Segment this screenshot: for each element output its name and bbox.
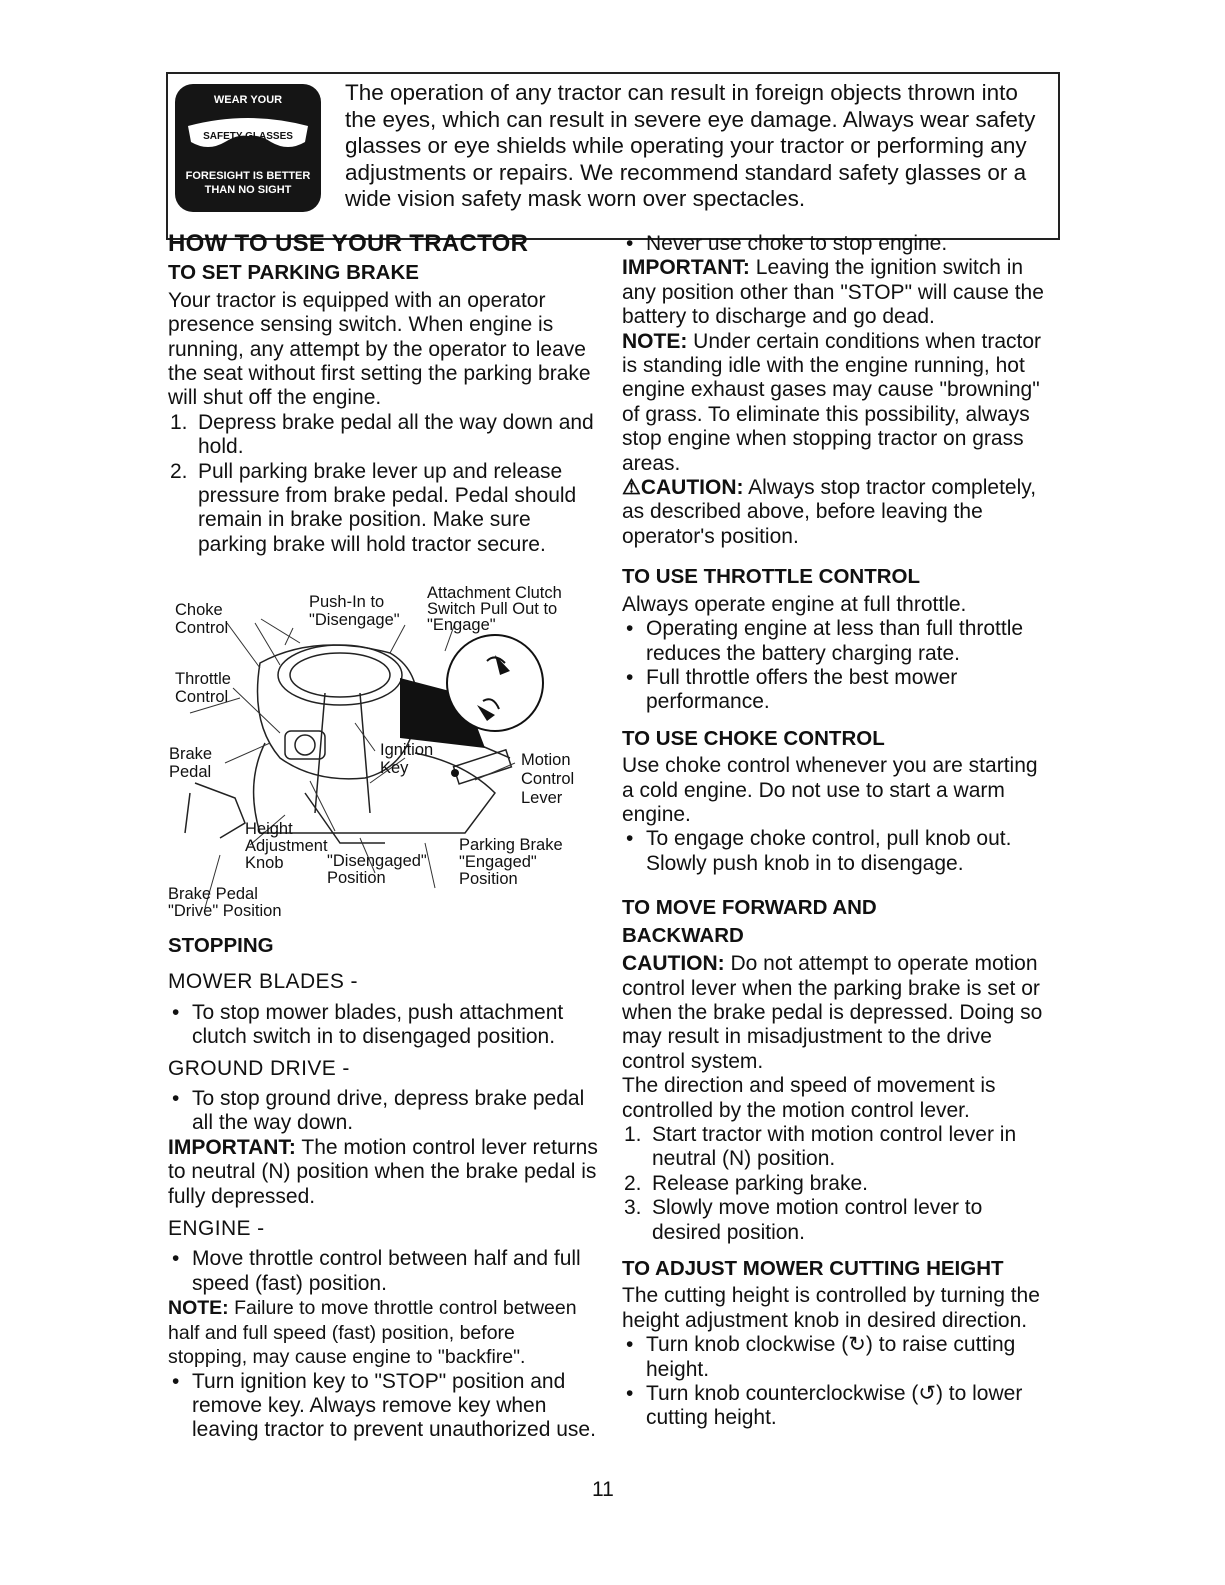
counterclockwise-arrow-icon: ↺ <box>918 1382 936 1406</box>
stopping-important: IMPORTANT: The motion control lever returns to neutral (N) position when the brake pedal is fully depressed. <box>168 1135 598 1208</box>
page-title: HOW TO USE YOUR TRACTOR <box>168 230 529 257</box>
parking-step-2: 2. Pull parking brake lever up and release pressure from brake pedal. Pedal should remain in brake position. Make sure parking brake will hold tractor secure. <box>170 459 577 556</box>
cutting-height-intro: The cutting height is controlled by turning the height adjustment knob in desired direction. <box>622 1284 1040 1332</box>
label-disengaged-position: "Disengaged" Position <box>327 852 427 887</box>
label-motion-control-lever: Motion Control Lever <box>521 751 575 807</box>
label-choke-control: Choke Control <box>175 601 229 637</box>
label-attachment-clutch: Attachment Clutch Switch Pull Out to "Engage" <box>427 584 562 634</box>
move-step-3: 3. Slowly move motion control lever to desired position. <box>624 1196 983 1244</box>
ground-bullet: • To stop ground drive, depress brake pedal all the way down. <box>172 1087 585 1135</box>
parking-step-1: 1. Depress brake pedal all the way down and hold. <box>170 410 594 459</box>
label-drive-position: Brake Pedal "Drive" Position <box>168 885 282 920</box>
stop-caution: ⚠CAUTION: Always stop tractor completely, as described above, before leaving the operator's position. <box>622 476 1037 548</box>
warning-text: The operation of any tractor can result in foreign objects thrown into the eyes, which can result in severe eye damage. Always wear safety glasses or eye shields while operating your tractor or performing any adjustments or repairs. We recommend standard safety glasses or a wide vision safety mask worn over spectacles. <box>345 80 1036 211</box>
clockwise-arrow-icon: ↻ <box>848 1333 866 1357</box>
label-push-in: Push-In to "Disengage" <box>309 593 400 629</box>
label-parking-brake-engaged: Parking Brake "Engaged" Position <box>459 836 563 888</box>
label-ignition-key: Ignition Key <box>380 741 434 777</box>
blades-bullet: • To stop mower blades, push attachment clutch switch in to disengaged position. <box>172 1000 564 1049</box>
move-step-2: 2. Release parking brake. <box>624 1171 868 1195</box>
browning-note: NOTE: Under certain conditions when tractor is standing idle with the engine running, hot engine exhaust gases may cause "browning" of grass. To eliminate this possibility, always stop engine when stopping tractor on grass areas. <box>622 329 1042 475</box>
left-column-top <box>168 232 596 557</box>
throttle-bullet-1: • Operating engine at less than full throttle reduces the battery charging rate. <box>626 617 1024 665</box>
throttle-intro: Always operate engine at full throttle. <box>622 592 967 616</box>
move-intro: The direction and speed of movement is controlled by the motion control lever. <box>622 1074 996 1122</box>
label-brake-pedal: Brake Pedal <box>169 745 213 781</box>
label-throttle-control: Throttle Control <box>175 670 231 706</box>
stopping-heading: STOPPING <box>168 934 274 957</box>
badge-line-3: FORESIGHT IS BETTER <box>185 170 311 182</box>
right-column <box>622 232 1050 1431</box>
clockwise-bullet: • Turn knob clockwise (↻) to raise cutting height. <box>626 1333 1016 1381</box>
throttle-heading: TO USE THROTTLE CONTROL <box>622 565 921 589</box>
badge-line-2: SAFETY GLASSES <box>203 131 293 142</box>
engine-bullet: • Move throttle control between half and full speed (fast) position. <box>172 1247 581 1295</box>
throttle-bullet-2: • Full throttle offers the best mower performance. <box>626 665 958 714</box>
badge-line-4: THAN NO SIGHT <box>204 184 292 196</box>
stopping-section <box>168 934 598 1443</box>
choke-bullet: • To engage choke control, pull knob out. Slowly push knob in to disengage. <box>626 827 1012 875</box>
safety-glasses-badge <box>175 84 321 212</box>
choke-intro: Use choke control whenever you are starting a cold engine. Do not use to start a warm engine. <box>622 754 1038 826</box>
caution-warning-icon: ⚠ <box>622 476 641 500</box>
move-caution: CAUTION: Do not attempt to operate motion control lever when the parking brake is set or when the brake pedal is depressed. Doing so may result in misadjustment to the drive control system. <box>622 952 1043 1073</box>
choke-heading: TO USE CHOKE CONTROL <box>622 726 885 750</box>
engine-heading: ENGINE - <box>168 1217 265 1241</box>
parking-brake-heading: TO SET PARKING BRAKE <box>168 261 419 285</box>
ignition-key-bullet: • Turn ignition key to "STOP" position and remove key. Always remove key when leaving tractor to prevent unauthorized use. <box>172 1369 596 1442</box>
move-heading-1: TO MOVE FORWARD AND <box>622 896 877 920</box>
ground-drive-heading: GROUND DRIVE - <box>168 1056 350 1080</box>
move-step-1: 1. Start tractor with motion control lever in neutral (N) position. <box>624 1123 1017 1171</box>
badge-line-1: WEAR YOUR <box>213 94 283 106</box>
stopping-note: NOTE: Failure to move throttle control between half and full speed (fast) position, before stopping, may cause engine to "backfire". <box>168 1297 577 1369</box>
tractor-controls-figure <box>165 583 605 928</box>
mower-blades-heading: MOWER BLADES - <box>168 970 358 994</box>
parking-brake-intro: Your tractor is equipped with an operator presence sensing switch. When engine is running, any attempt by the operator to leave the seat without first setting the parking brake will shut off the engine. <box>168 288 591 410</box>
label-height-adjustment-knob: Height Adjustment Knob <box>245 820 328 872</box>
page-number: 11 <box>592 1478 614 1501</box>
move-heading-2: BACKWARD <box>622 924 744 948</box>
cutting-height-heading: TO ADJUST MOWER CUTTING HEIGHT <box>622 1257 1004 1281</box>
never-use-choke-bullet: • Never use choke to stop engine. <box>626 232 948 255</box>
ignition-important: IMPORTANT: Leaving the ignition switch in any position other than "STOP" will cause the battery to discharge and go dead. <box>622 256 1044 329</box>
counterclockwise-bullet: • Turn knob counterclockwise (↺) to lower cutting height. <box>626 1382 1023 1430</box>
